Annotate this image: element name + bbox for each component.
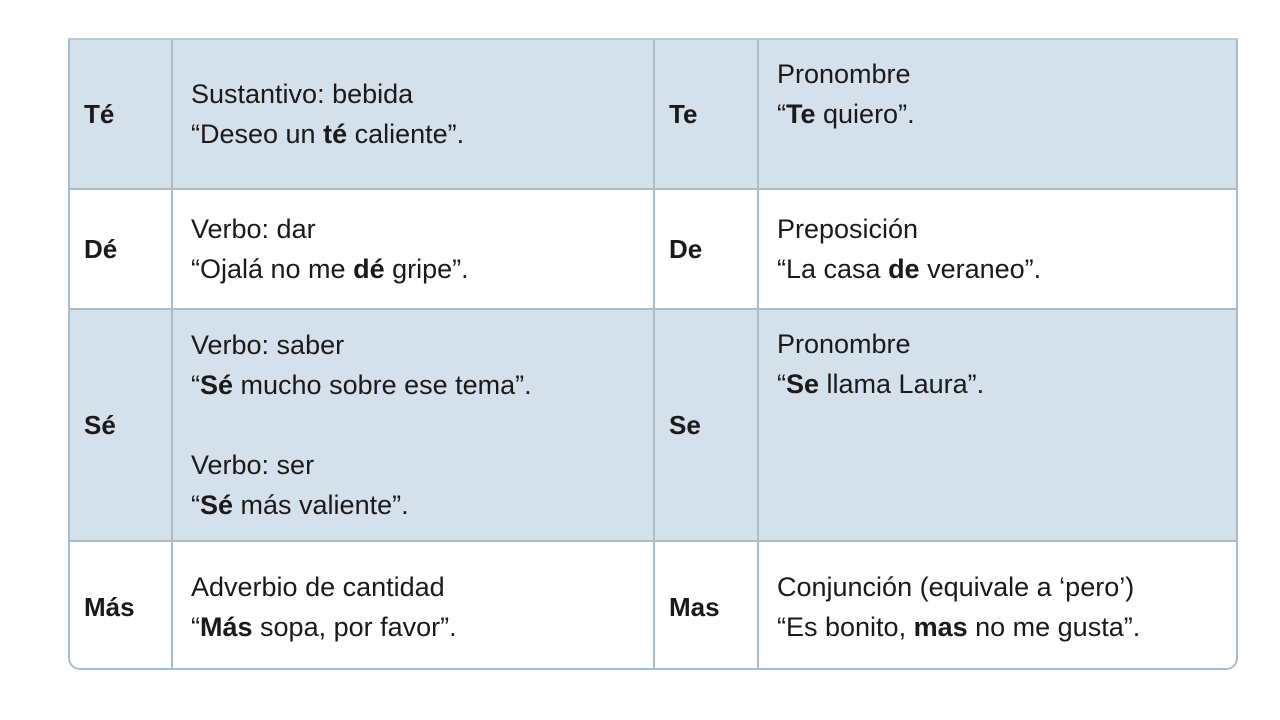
- example-sentence: “Te quiero”.: [777, 99, 915, 129]
- unaccented-word-description: [758, 309, 1236, 541]
- example-sentence: “Sé mucho sobre ese tema”.: [191, 370, 532, 400]
- grammar-label: Conjunción (equivale a ‘pero’): [777, 572, 1135, 602]
- grammar-label: Verbo: dar: [191, 214, 316, 244]
- example-sentence: “La casa de veraneo”.: [777, 254, 1042, 284]
- grammar-label: Pronombre: [777, 59, 911, 89]
- accented-word-cell: Más: [70, 541, 172, 670]
- accented-word-description: [172, 541, 654, 670]
- accented-word-cell: Dé: [70, 189, 172, 309]
- grammar-label: Preposición: [777, 214, 919, 244]
- accented-word-description: [172, 189, 654, 309]
- grammar-label: Adverbio de cantidad: [191, 572, 445, 602]
- table-row: [70, 40, 1236, 189]
- unaccented-word-description: [758, 541, 1236, 670]
- accented-word-cell: Té: [70, 40, 172, 189]
- example-sentence: “Se llama Laura”.: [777, 369, 985, 399]
- diacritic-accent-table: [70, 40, 1236, 670]
- grammar-label: Pronombre: [777, 329, 911, 359]
- unaccented-word-cell: Te: [654, 40, 758, 189]
- example-sentence: “Ojalá no me dé gripe”.: [191, 254, 469, 284]
- grammar-label: Verbo: saber: [191, 330, 345, 360]
- table-row: [70, 541, 1236, 670]
- unaccented-word-cell: Se: [654, 309, 758, 541]
- paragraph-gap: [191, 405, 653, 445]
- accent-table-frame: [68, 38, 1238, 670]
- unaccented-word-cell: Mas: [654, 541, 758, 670]
- accented-word-description: [172, 40, 654, 189]
- example-sentence: “Sé más valiente”.: [191, 490, 409, 520]
- accented-word-description: [172, 309, 654, 541]
- grammar-label: Sustantivo: bebida: [191, 79, 414, 109]
- unaccented-word-description: [758, 189, 1236, 309]
- grammar-label: Verbo: ser: [191, 450, 315, 480]
- unaccented-word-description: [758, 40, 1236, 189]
- unaccented-word-cell: De: [654, 189, 758, 309]
- example-sentence: “Más sopa, por favor”.: [191, 612, 457, 642]
- table-row: [70, 189, 1236, 309]
- example-sentence: “Deseo un té caliente”.: [191, 119, 465, 149]
- table-row: [70, 309, 1236, 541]
- example-sentence: “Es bonito, mas no me gusta”.: [777, 612, 1141, 642]
- accented-word-cell: Sé: [70, 309, 172, 541]
